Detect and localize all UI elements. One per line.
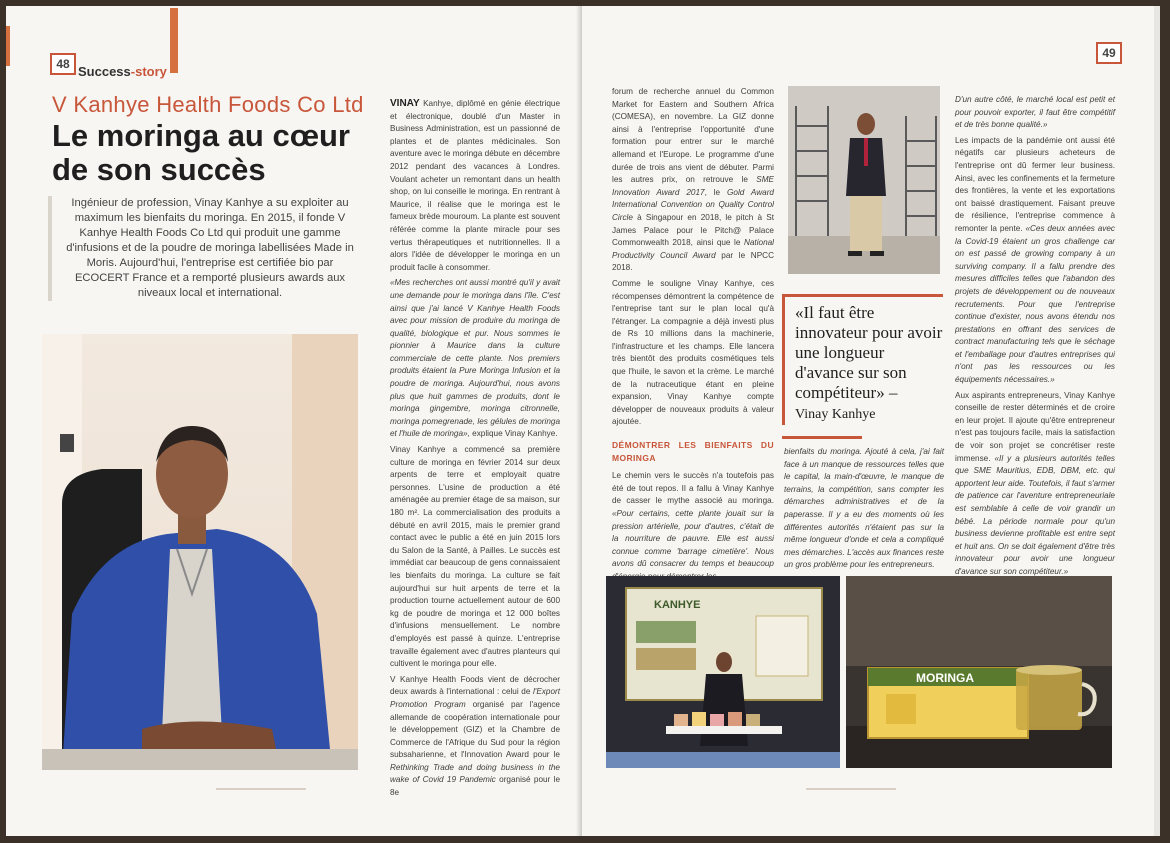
column-1-quote-attribution: explique Vinay Kanhye. (472, 429, 558, 439)
man-tie (864, 138, 868, 166)
c2-p1-d: Gold Award International Convention on Quality Control Circle (612, 187, 774, 222)
photo-background (846, 576, 1112, 666)
p4-e: organisé pour le 8e (390, 775, 560, 798)
column-1-paragraph-1-text: Kanhye, diplômé en génie électrique et électronique, doublé d'un Master in Business Administration, est un passionné de plantes et de plantes médicinales. Son aventure avec le moringa débute en décembre 2012 pendant des vacances à Londres. Voulant acheter un remontant dans un health shop, on lui conseille le moringa. En rentrant à Maurice, il réalise que le moringa est le fameux brède mouroum. La plante est souvent référée comme la plante miracle pour ses vertus thérapeutiques et nutritionnelles. Il a alors l'idée de développer le moringa en un produit facile à consommer. (390, 99, 560, 272)
article-column-4 (955, 94, 1115, 582)
product-illustration (846, 576, 1112, 768)
c2-p1-c: , le (704, 187, 721, 197)
column-2-paragraph-3 (612, 470, 774, 583)
c4-p2-a: Les impacts de la pandémie ont aussi été négatifs car plusieurs acheteurs de l'entreprise ont dû fermer leur business. Ainsi, avec les confinements et la fermeture des frontières, la vente et les exportations ont baissé drastiquement. Faisant preuve de résilience, l'entreprise commence à remonter la pente. (955, 135, 1115, 233)
poster-image-2 (636, 648, 696, 670)
company-name: V Kanhye Health Foods Co Ltd (52, 92, 364, 117)
c2-p1-b: SME Innovation Award 2017 (612, 175, 774, 197)
product-box-3 (710, 714, 724, 726)
presenter-head (716, 652, 732, 672)
section-suffix: -story (130, 64, 167, 79)
poster-chart (756, 616, 808, 676)
column-1-paragraph-4 (390, 674, 560, 800)
c4-p3-b: «Il y a plusieurs autorités telles que SME Mauritius, EDB, DBM, etc. qui apportent leur aide. Toutefois, il faut s'armer de patience car l'aventure entrepreneuriale est semblable à celle de voir grandir un bébé. La période normale pour qu'un business devienne profitable est entre sept et huit ans. On se doit également d'être très innovateur pour avoir une longueur d'avance sur son compétiteur.» (955, 453, 1116, 576)
section-label (78, 64, 167, 79)
tea-glass (1016, 668, 1082, 730)
c2-p1-a: forum de recherche annuel du Common Market for Eastern and Southern Africa (COMESA), en novembre. La GIZ donne ainsi à l'entreprise l'opportunité d'une formation pour entrer sur le marché allemand et l'Europe. Le programme d'une durée de trois ans vient de débuter. Parmi les autres prix, on retrouve le (612, 87, 774, 185)
presenter-suit (700, 674, 748, 746)
booth-photo (606, 576, 840, 768)
p4-c: organisé par l'agence allemande de coopération internationale pour le développement (GIZ) et la Chambre de Commerce de l'Afrique du Sud pour la région subsaharienne, et l'Innovation Award pour le (390, 699, 560, 760)
column-4-paragraph-1: D'un autre côté, le marché local est petit et pour pouvoir exporter, il faut être compétitif et de très bonne qualité.» (955, 95, 1115, 130)
column-2-paragraph-2: Comme le souligne Vinay Kanhye, ces récompenses démontrent la compétence de l'entreprise tant sur le plan local qu'à l'étranger. La compagnie a déjà investi plus de Rs 10 millions dans la machinerie, l'infrastructure et les champs. Elle lancera très bientôt des produits cosmétiques tels que l'huile, le savon et la crème. Le marché de la nutraceutique étant en pleine expansion, Vinay Kanhye compte développer de nouveaux produits à valeur ajoutée. (612, 278, 774, 427)
column-1-paragraph-3: Vinay Kanhye a commencé sa première culture de moringa en février 2014 sur deux arpents de terre et employait quatre personnes. L'usine de production a été aménagée au premier étage de sa maison, sur 180 m². La commercialisation des produits a débuté en avril 2015, mais le premier grand contact avec le public a été en juin 2015 lors du Salon de la Santé, à Pailles. Le succès est immédiat car beaucoup de gens connaissaient les bienfaits du moringa. La culture se fait aujourd'hui sur huit arpents de terre et la production tourne actuellement autour de 600 kg de poudre de moringa et 12 000 boîtes d'infusions mensuellement. Le nombre d'employés est passé à quinze. L'entreprise travaille également avec d'autres planteurs qui cultivent le moringa pour elle. (390, 445, 560, 669)
subheading: DÉMONTRER LES BIENFAITS DU MORINGA (612, 440, 774, 463)
right-shoe (870, 251, 884, 256)
page-number: 49 (1096, 42, 1122, 64)
right-page (582, 6, 1160, 836)
footer-rule-right (806, 788, 896, 790)
pull-quote-underline (782, 436, 862, 439)
p4-b: l'Export Promotion Program (390, 687, 560, 709)
workshop-illustration (788, 86, 940, 274)
product-box-4 (728, 712, 742, 726)
c4-p2-b: «Ces deux années avec la Covid-19 étaient un gros challenge car on est passé de growing company à un surviving company. Il a fallu prendre des mesures difficiles telles que l'abandon des projets de développement ou de nouveaux recrutements. Pour que l'entreprise continue d'exister, nous avons étendu nos prestations en offrant des services de contract manufacturing tels que le séchage et l'emballage pour d'autres entreprises qui n'ont pas les ressources ou les équipements nécessaires.» (955, 223, 1115, 385)
c2-p3-b: «Pour certains, cette plante jouait sur la pression artérielle, pour d'autres, c'était de la nourriture de pauvre. Elle est aussi connue comme 'barrage cimetière'. Nous avons dû consacrer du temps et beaucoup (612, 509, 774, 569)
column-1-quote: «Mes recherches ont aussi montré qu'il y avait une demande pour le moringa dans l'île. C'est ainsi que j'ai lancé V Kanhye Health Foods avec pour mission de produire du moringa de qualité, biologique et pur. Nous sommes le pionnier à Maurice dans la culture commerciale de cette plante. Nos premiers produits étaient la Pure Moringa Infusion et la poudre de moringa. Aujourd'hui, nous avons plus que huit gammes de produits, dont le moringa gingembre, moringa citronnelle, moringa pomegrenade, les gélules de moringa et l'huile de moringa», (390, 278, 560, 439)
headline: Le moringa au cœur de son succès (52, 118, 350, 187)
p4-a: V Kanhye Health Foods vient de décrocher deux awards à l'international : celui de (390, 674, 560, 697)
checked-shirt (162, 549, 222, 734)
article-column-1 (390, 98, 560, 803)
pull-quote (782, 294, 943, 425)
c4-p3-a: Aux aspirants entrepreneurs, Vinay Kanhye conseille de rester déterminés et de croire en leur projet. Il ajoute qu'être entrepreneur n'est pas toujours facile, mais la satisfaction de voir son projet se concrétiser reste immense. (955, 390, 1115, 463)
page-edge-marker (6, 26, 10, 66)
page-edge-shadow (1154, 6, 1160, 836)
booth-floor (606, 752, 840, 768)
c2-p1-f: National Productivity Council Award (612, 238, 774, 260)
article-column-2 (612, 86, 774, 587)
left-page (6, 6, 582, 836)
tea-surface (1016, 665, 1082, 675)
column-1-paragraph-1 (390, 98, 560, 274)
poster-image-1 (636, 621, 696, 643)
pull-quote-text: «Il faut être innovateur pour avoir une longueur d'avance sur son compétiteur» – (795, 303, 943, 402)
portrait-photo (42, 334, 358, 770)
c2-p3-a: Le chemin vers le succès n'a toutefois pas été de tout repos. Il a fallu à Vinay Kanhye de casser le mythe associé au moringa. (612, 471, 774, 506)
product-box-5 (746, 714, 760, 726)
desk (42, 749, 358, 770)
p4-d: Rethinking Trade and doing business in the wake of Covid 19 Pandemic (390, 762, 560, 785)
c2-p1-g: par le NPCC 2018. (612, 250, 774, 273)
portrait-illustration (42, 334, 358, 770)
drop-cap-word: VINAY (390, 98, 420, 109)
footer-rule-left (216, 788, 306, 790)
wall-fixture (60, 434, 74, 452)
booth-logo-text: KANHYE (654, 599, 701, 611)
column-1-paragraph-2 (390, 277, 560, 441)
moringa-box-label: MORINGA (916, 671, 974, 685)
page-number: 48 (50, 53, 76, 75)
man-head (857, 113, 875, 135)
section-accent-bar (170, 8, 178, 73)
column-4-paragraph-2 (955, 135, 1115, 387)
article-column-3 (784, 446, 944, 575)
booth-illustration (606, 576, 840, 768)
booth-table (666, 726, 782, 734)
pull-quote-author: Vinay Kanhye (795, 407, 876, 422)
product-box-1 (674, 714, 688, 726)
lede: Ingénieur de profession, Vinay Kanhye a su exploiter au maximum les bienfaits du moringa. En 2015, il fonde V Kanhye Health Foods Co Ltd qui produit une gamme d'infusions et de la poudre de moringa labellisées Made in Moris. Aujourd'hui, l'entreprise est certifiée bio par ECOCERT France et a remporté plusieurs awards aux niveaux local et international. (48, 196, 360, 301)
left-shoe (848, 251, 862, 256)
column-2-paragraph-1 (612, 86, 774, 275)
column-3-paragraph-1: bienfaits du moringa. Ajouté à cela, j'ai fait face à un manque de ressources telles que le capital, la main-d'œuvre, le manque de terrains, la compétition, sans compter les démarches administratives et de la paperasse. Il y a eu des moments où les différentes autorités n'étaient pas sur la même longueur d'onde et cela a compliqué mes démarches. L'accès aux finances reste un gros problème pour les entrepreneurs. (784, 447, 944, 570)
man-trousers (850, 196, 882, 251)
product-box-2 (692, 712, 706, 726)
column-4-paragraph-3 (955, 390, 1115, 579)
workshop-photo (788, 86, 940, 274)
section-prefix: Success (78, 64, 131, 79)
product-photo (846, 576, 1112, 768)
c2-p1-e: à Singapour en 2018, le pitch à St James Palace pour le Pitch@ Palace Commonwealth 2018, ainsi que le (612, 212, 774, 248)
moringa-box-window (886, 694, 916, 724)
